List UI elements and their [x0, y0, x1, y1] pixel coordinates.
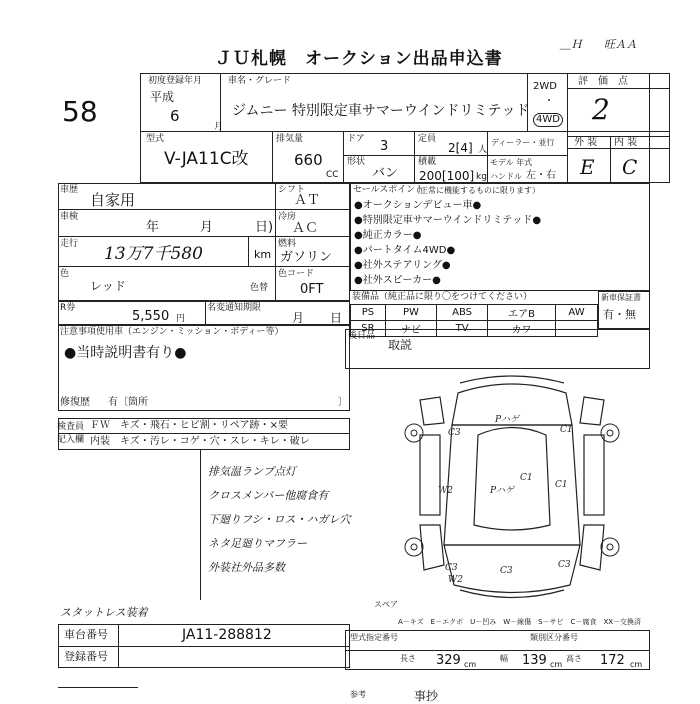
warranty-value: 有・無: [603, 308, 636, 321]
sales-point-item: ●社外ステアリング●: [354, 260, 451, 271]
mark-w2-left: W2: [438, 486, 453, 496]
score-label: 評 価 点: [578, 76, 628, 87]
type-label: 型式: [146, 134, 165, 144]
sales-points-label: セールスポイント: [353, 185, 425, 195]
ext-label: 外 装: [574, 137, 598, 148]
int-value: C: [622, 155, 638, 179]
equip-airbag: エアB: [488, 305, 556, 321]
equipment-label: 装備品（純正品に限り〇をつけてください）: [352, 292, 533, 302]
equip-leather: カワ: [488, 321, 556, 337]
ext-value: E: [580, 155, 595, 179]
width-label: 幅: [500, 654, 508, 663]
after-market-label: 後日品: [348, 331, 376, 341]
equip-aw: AW: [556, 305, 598, 321]
shift-value: ＡＴ: [294, 193, 321, 208]
equip-tv: TV: [437, 321, 488, 337]
inspection-year: 年: [146, 220, 160, 235]
repair-history-label: 修復歴: [60, 397, 90, 408]
sales-point-item: ●社外スピーカー●: [354, 275, 441, 286]
shape-value: バン: [372, 166, 399, 181]
remark-line: 排気温ランプ点灯: [208, 465, 296, 478]
notes-value: ●当時説明書有り●: [64, 345, 187, 361]
model-grade-value: ジムニー 特別限定車サマーウインドリミテッド: [232, 103, 530, 119]
length-label: 長さ: [400, 654, 416, 663]
recycle-row: [58, 301, 350, 325]
mileage-value: 13万7千580: [104, 244, 203, 264]
int-label: 内 装: [614, 137, 638, 148]
width-value: 139: [522, 653, 547, 668]
mark-front-phage: Pハゲ: [495, 415, 520, 425]
displacement-label: 排気量: [276, 134, 304, 144]
first-reg-era: 平成: [150, 90, 175, 104]
equip-navi: ナビ: [385, 321, 436, 337]
corner-note: ＿Ｈ 旺ＡＡ: [560, 38, 637, 51]
mark-roof-phage: Pハゲ: [490, 486, 515, 496]
mark-c3-front: C3: [448, 428, 461, 438]
fuel-value: ガソリン: [280, 250, 333, 265]
inspector-label-2: 記入欄: [57, 435, 85, 445]
color-code-label: 色コード: [278, 269, 315, 279]
color-change-label: 色替: [250, 283, 269, 293]
sales-points-list: [354, 198, 541, 288]
bottom-ref-label: 参考: [350, 690, 366, 699]
width-unit: cm: [550, 660, 563, 669]
remark-line: 外装社外品多数: [208, 561, 285, 574]
sales-point-item: ●パートタイム4WD●: [354, 245, 456, 256]
warranty-label: 新車保証書: [601, 293, 641, 302]
mark-w2-rear: W2: [448, 575, 463, 585]
equip-sr: SR: [351, 321, 386, 337]
equip-pw: PW: [385, 305, 436, 321]
doors-value: 3: [380, 139, 389, 154]
sales-point-item: ●特別限定車サマーウインドリミテッド●: [354, 215, 542, 226]
mark-c3-rear: C3: [500, 566, 513, 576]
mark-c1-mid: C1: [520, 473, 533, 483]
cert-label: 型式指定番号: [350, 633, 398, 642]
notes-block: [58, 325, 350, 411]
inspection-day: 日): [255, 220, 274, 235]
class-label: 類別区分番号: [530, 633, 578, 642]
doors-label: ドア: [347, 134, 365, 144]
height-value: 172: [600, 653, 625, 668]
capacity-value: 2[4]: [448, 141, 473, 155]
remark-line: クロスメンバー他腐食有: [208, 489, 329, 502]
drive-2wd: 2WD: [533, 81, 557, 92]
mark-c3-rear-left: C3: [445, 563, 458, 573]
recycle-unit: 円: [176, 314, 186, 324]
lot-number: 58: [62, 95, 98, 128]
height-unit: cm: [630, 660, 643, 669]
notice-day: 日: [330, 311, 343, 325]
form-title: ＪＵ札幌 オークション出品申込書: [215, 49, 503, 69]
mileage-label: 走行: [60, 239, 79, 249]
registration-label: 登録番号: [64, 650, 108, 663]
length-value: 329: [436, 653, 461, 668]
load-unit: kg: [476, 172, 487, 182]
repair-history-close: 〕: [338, 397, 348, 408]
fuel-label: 燃料: [278, 239, 297, 249]
color-label: 色: [60, 269, 70, 279]
aircon-value: ＡＣ: [292, 221, 319, 236]
spare-label: スペア: [374, 600, 398, 609]
height-label: 高さ: [566, 654, 582, 663]
after-market-value: 取説: [388, 338, 413, 352]
displacement-unit: CC: [326, 170, 339, 180]
inspection-label: 車検: [60, 212, 79, 222]
inspector-ext-line: ＦＷ キズ・飛石・ヒビ割・リペア跡・×要: [90, 420, 288, 431]
score-value: 2: [592, 93, 610, 126]
dealer-label: ディーラー・並行: [491, 138, 555, 147]
inspector-int-line: 内装 キズ・汚レ・コゲ・穴・スレ・キレ・破レ: [90, 436, 310, 447]
model-grade-label: 車名・グレード: [228, 76, 292, 86]
type-value: V-JA11C改: [164, 149, 249, 169]
remark-line: ネタ足廻りマフラー: [208, 537, 307, 550]
shift-label: シフト: [278, 185, 306, 195]
handle-label: ハンドル: [490, 172, 522, 181]
car-damage-diagram: [400, 375, 625, 605]
recycle-value: 5,550: [132, 309, 170, 324]
capacity-unit: 人: [478, 145, 488, 155]
capacity-label: 定員: [418, 134, 437, 144]
sales-point-item: ●純正カラー●: [354, 230, 422, 241]
notice-month: 月: [292, 311, 305, 325]
equip-abs: ABS: [437, 305, 488, 321]
mark-c3-rear-right: C3: [558, 560, 571, 570]
load-value: 200[100]: [419, 169, 475, 183]
displacement-value: 660: [294, 151, 323, 169]
damage-legend: A－キズ E－エクボ U－凹み W－線傷 S－サビ C－腐食 XX－交換済: [398, 618, 642, 626]
chassis-value: JA11-288812: [182, 627, 272, 643]
handle-value: 左・右: [526, 170, 556, 181]
start-note: スタットレス装着: [60, 606, 148, 619]
first-reg-month-unit: 月: [214, 122, 224, 132]
color-code-value: 0FT: [300, 282, 324, 297]
sales-point-item: ●オークションデビュー車●: [354, 200, 482, 211]
usage-value: 自家用: [90, 191, 136, 209]
repair-history-value: 有〔箇所: [108, 397, 148, 408]
mileage-unit: km: [254, 248, 272, 261]
notes-label: 注意事項使用車（エンジン・ミッション・ボディー等）: [60, 327, 284, 337]
drive-4wd: 4WD: [533, 113, 563, 127]
shape-label: 形状: [347, 157, 366, 167]
mark-c1-front: C1: [560, 425, 573, 435]
usage-label: 車歴: [60, 185, 79, 195]
inspector-handwritten: [208, 460, 351, 580]
first-reg-year: 6: [170, 107, 180, 125]
notice-label: 名変通知期限: [207, 303, 262, 313]
recycle-label: R券: [60, 303, 76, 313]
chassis-label: 車台番号: [64, 628, 108, 641]
equip-ps: PS: [351, 305, 386, 321]
remark-line: 下廻りフシ・ロス・ハガレ穴: [208, 513, 351, 526]
mark-c1-right: C1: [555, 480, 568, 490]
sales-points-note: （正常に機能するものに限ります）: [412, 186, 540, 195]
load-label: 積載: [418, 157, 437, 167]
color-value: レッド: [90, 279, 126, 293]
length-unit: cm: [464, 660, 477, 669]
bottom-value: 事抄: [414, 689, 439, 703]
first-reg-label: 初度登録年月: [148, 76, 203, 86]
aircon-label: 冷房: [278, 212, 297, 222]
inspector-label-1: 検査員: [57, 422, 85, 432]
model-year-label: モデル 年式: [490, 158, 533, 167]
inspection-month: 月: [200, 220, 214, 235]
